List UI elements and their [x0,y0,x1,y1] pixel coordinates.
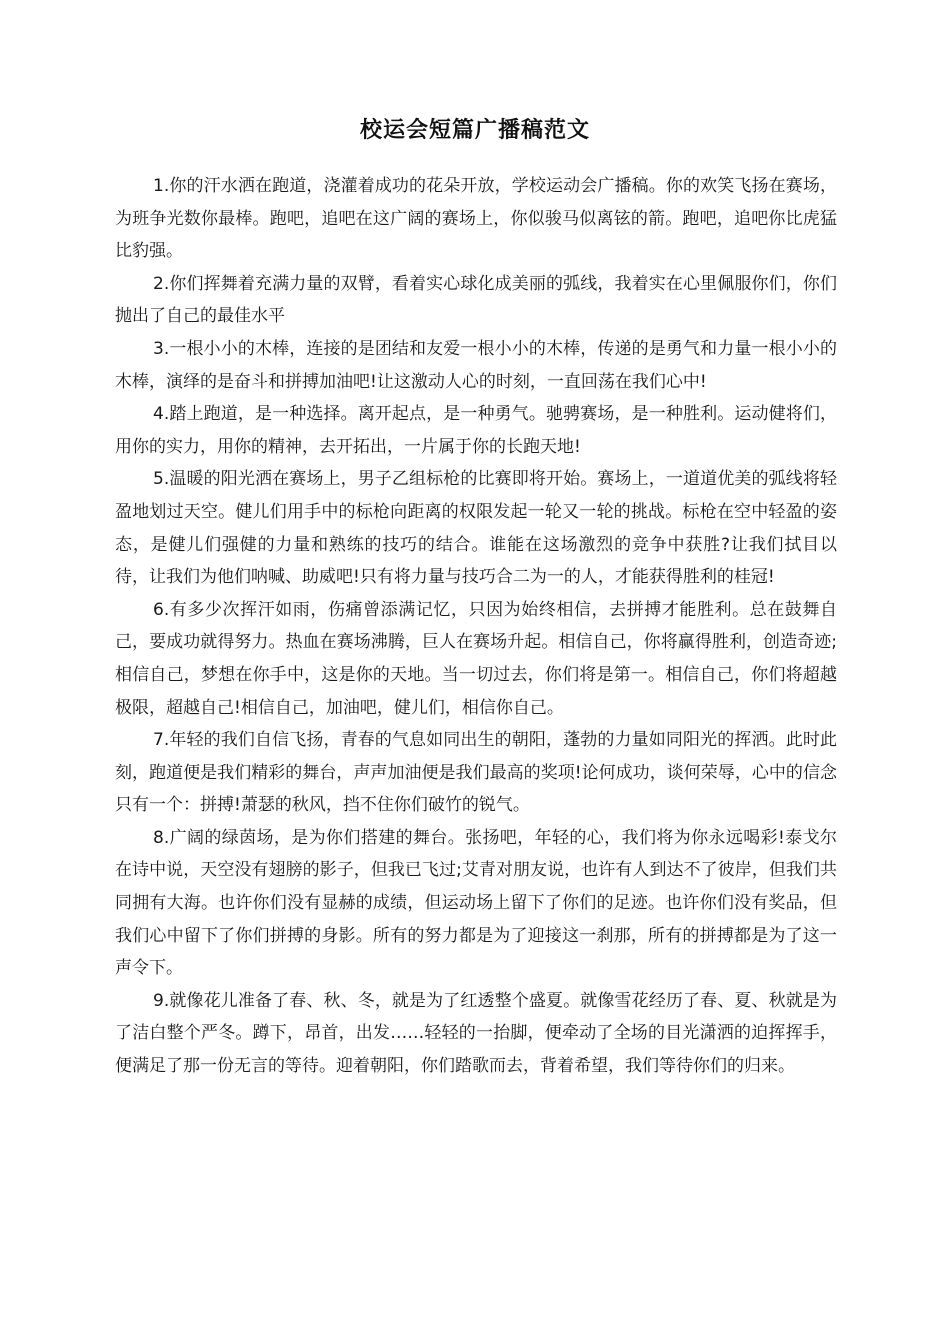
paragraph-1: 1.你的汗水洒在跑道，浇灌着成功的花朵开放，学校运动会广播稿。你的欢笑飞扬在赛场，为班争光数你最棒。跑吧，追吧在这广阔的赛场上，你似骏马似离铉的箭。跑吧，追吧你比虎猛比豹强。 [115,176,837,262]
paragraph-4: 4.踏上跑道，是一种选择。离开起点，是一种勇气。驰骋赛场，是一种胜利。运动健将们，用你的实力，用你的精神，去开拓出，一片属于你的长跑天地! [115,404,837,457]
document-body [115,170,837,1083]
paragraph-8: 8.广阔的绿茵场，是为你们搭建的舞台。张扬吧，年轻的心，我们将为你永远喝彩!泰戈尔在诗中说，天空没有翅膀的影子，但我已飞过;艾青对朋友说，也许有人到达不了彼岸，但我们共同拥有大海。也许你们没有显赫的成绩，但运动场上留下了你们的足迹。也许你们没有奖品，但我们心中留下了你们拼搏的身影。所有的努力都是为了迎接这一刹那，所有的拼搏都是为了这一声令下。 [115,827,837,979]
paragraph-9: 9.就像花儿准备了春、秋、冬，就是为了红透整个盛夏。就像雪花经历了春、夏、秋就是为了洁白整个严冬。蹲下，昂首，出发……轻轻的一抬脚，便牵动了全场的目光潇洒的迫挥挥手，便满足了那一份无言的等待。迎着朝阳，你们踏歌而去，背着希望，我们等待你们的归来。 [115,990,837,1077]
paragraph-7: 7.年轻的我们自信飞扬，青春的气息如同出生的朝阳，蓬勃的力量如同阳光的挥洒。此时此刻，跑道便是我们精彩的舞台，声声加油便是我们最高的奖项!论何成功，谈何荣辱，心中的信念只有一个：拼搏!萧瑟的秋风，挡不住你们破竹的锐气。 [115,730,837,816]
document-title: 校运会短篇广播稿范文 [359,118,590,143]
paragraph-6: 6.有多少次挥汗如雨，伤痛曾添满记忆，只因为始终相信，去拼搏才能胜利。总在鼓舞自己，要成功就得努力。热血在赛场沸腾，巨人在赛场升起。相信自己，你将赢得胜利，创造奇迹;相信自己，梦想在你手中，这是你的天地。当一切过去，你们将是第一。相信自己，你们将超越极限，超越自己!相信自己，加油吧，健儿们，相信你自己。 [115,599,837,718]
paragraph-3: 3.一根小小的木棒，连接的是团结和友爱一根小小的木棒，传递的是勇气和力量一根小小的木棒，演绎的是奋斗和拼搏加油吧!让这激动人心的时刻，一直回荡在我们心中! [115,338,837,392]
paragraph-5: 5.温暖的阳光洒在赛场上，男子乙组标枪的比赛即将开始。赛场上，一道道优美的弧线将轻盈地划过天空。健儿们用手中的标枪向距离的权限发起一轮又一轮的挑战。标枪在空中轻盈的姿态，是健儿们强健的力量和熟练的技巧的结合。谁能在这场激烈的竞争中获胜?让我们拭目以待，让我们为他们呐喊、助威吧!只有将力量与技巧合二为一的人，才能获得胜利的桂冠! [115,469,837,588]
paragraph-2: 2.你们挥舞着充满力量的双臂，看着实心球化成美丽的弧线，我着实在心里佩服你们，你们抛出了自己的最佳水平 [115,273,837,327]
